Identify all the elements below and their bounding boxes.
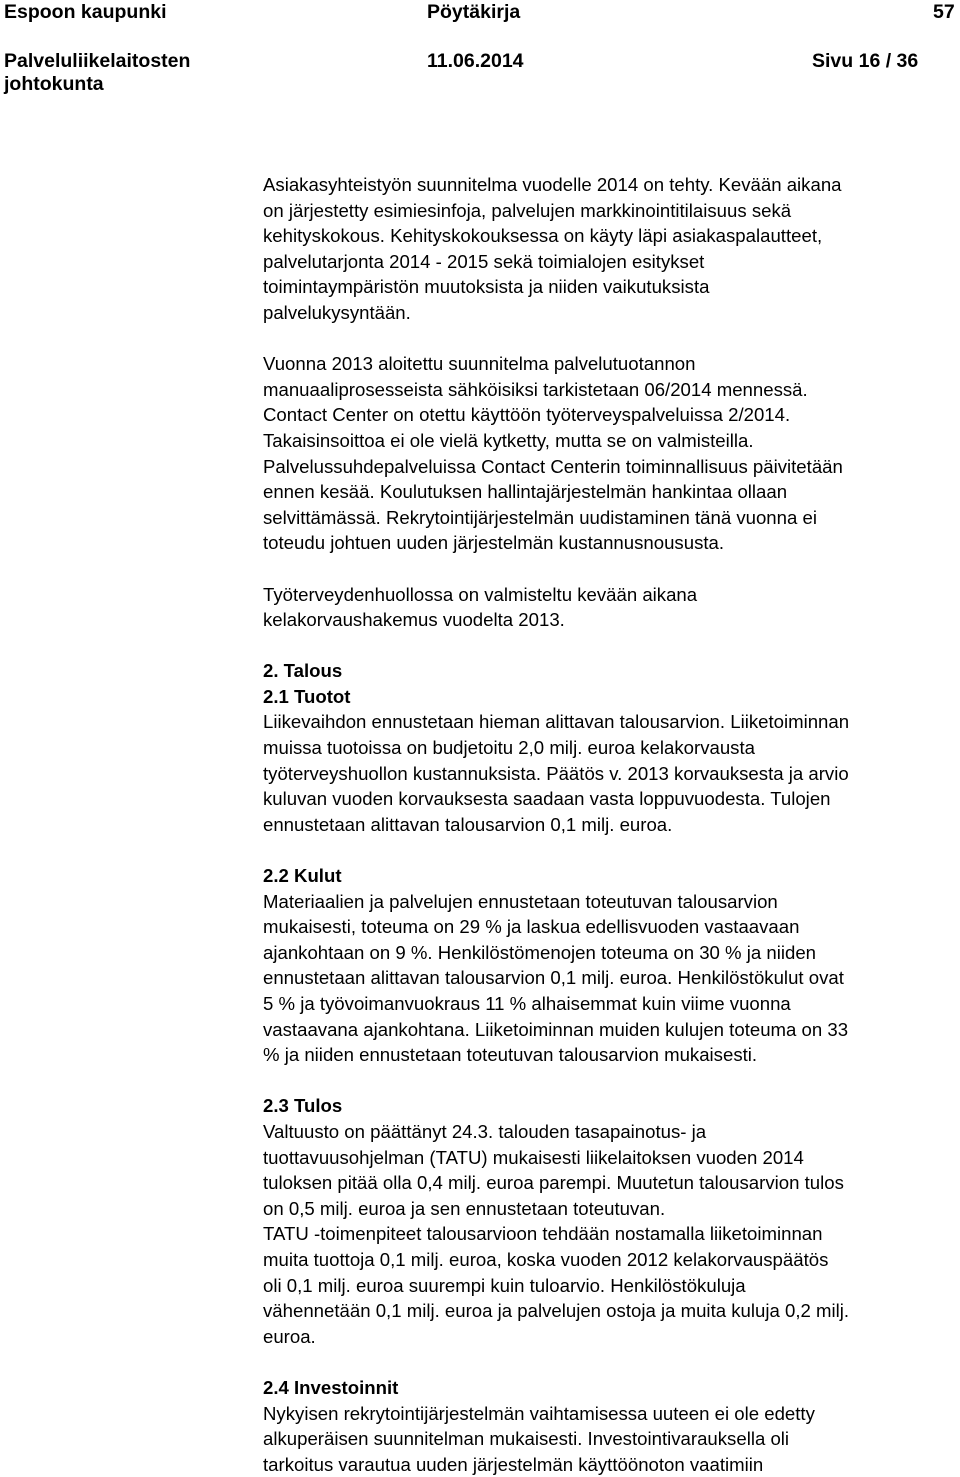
paragraph-tyoterveys — [263, 582, 960, 633]
text-line: kuluvan vuoden korvauksesta saadaan vasta loppuvuodesta. Tulojen — [263, 786, 960, 812]
text-line: vastaavana ajankohtana. Liiketoiminnan muiden kulujen toteuma on 33 — [263, 1017, 960, 1043]
header-date: 11.06.2014 — [427, 49, 524, 73]
header-org: Espoon kaupunki — [4, 0, 167, 24]
header-page: Sivu 16 / 36 — [812, 49, 918, 73]
text-line: selvittämässä. Rekrytointijärjestelmän uudistaminen tänä vuonna ei — [263, 505, 960, 531]
text-line: toteudu johtuen uuden järjestelmän kustannusnoususta. — [263, 530, 960, 556]
text-line: tarkoitus varautua uuden järjestelmän käyttöönoton vaatimiin — [263, 1452, 960, 1477]
text-line: alkuperäisen suunnitelman mukaisesti. Investointivarauksella oli — [263, 1426, 960, 1452]
text-line: % ja niiden ennustetaan toteutuvan talousarvion mukaisesti. — [263, 1042, 960, 1068]
heading-kulut: 2.2 Kulut — [263, 863, 960, 889]
text-line: Asiakasyhteistyön suunnitelma vuodelle 2014 on tehty. Kevään aikana — [263, 172, 960, 198]
paragraph-tulos — [263, 1119, 960, 1349]
text-line: on 0,5 milj. euroa ja sen ennustetaan toteutuvan. — [263, 1196, 960, 1222]
text-line: on järjestetty esimiesinfoja, palvelujen markkinointitilaisuus sekä — [263, 198, 960, 224]
paragraph-tuotot — [263, 709, 960, 837]
text-line: Liikevaihdon ennustetaan hieman alittavan talousarvion. Liiketoiminnan — [263, 709, 960, 735]
heading-investoinnit: 2.4 Investoinnit — [263, 1375, 960, 1401]
text-line: ajankohtaan on 9 %. Henkilöstömenojen toteuma on 30 % ja niiden — [263, 940, 960, 966]
text-line: euroa. — [263, 1324, 960, 1350]
text-line: Valtuusto on päättänyt 24.3. talouden tasapainotus- ja — [263, 1119, 960, 1145]
text-line: tuloksen pitää olla 0,4 milj. euroa parempi. Muutetun talousarvion tulos — [263, 1170, 960, 1196]
text-line: kelakorvaushakemus vuodelta 2013. — [263, 607, 960, 633]
text-line: Materiaalien ja palvelujen ennustetaan toteutuvan talousarvion — [263, 889, 960, 915]
paragraph-asiakasyhteistyo — [263, 172, 960, 326]
text-line: kehityskokous. Kehityskokouksessa on käyty läpi asiakaspalautteet, — [263, 223, 960, 249]
text-line: TATU -toimenpiteet talousarvioon tehdään nostamalla liiketoiminnan — [263, 1221, 960, 1247]
text-line: muita tuottoja 0,1 milj. euroa, koska vuoden 2012 kelakorvauspäätös — [263, 1247, 960, 1273]
text-line: Nykyisen rekrytointijärjestelmän vaihtamisessa uuteen ei ole edetty — [263, 1401, 960, 1427]
text-line: ennustetaan alittavan talousarvion 0,1 milj. euroa. Henkilöstökulut ovat — [263, 965, 960, 991]
text-line: muissa tuotoissa on budjetoitu 2,0 milj. euroa kelakorvausta — [263, 735, 960, 761]
paragraph-investoinnit — [263, 1401, 960, 1477]
text-line: palvelukysyntään. — [263, 300, 960, 326]
text-line: Työterveydenhuollossa on valmisteltu kevään aikana — [263, 582, 960, 608]
paragraph-kulut — [263, 889, 960, 1068]
text-line: Takaisinsoittoa ei ole vielä kytketty, mutta se on valmisteilla. — [263, 428, 960, 454]
heading-talous: 2. Talous — [263, 658, 960, 684]
text-line: Contact Center on otettu käyttöön työterveyspalveluissa 2/2014. — [263, 402, 960, 428]
text-line: ennustetaan alittavan talousarvion 0,1 milj. euroa. — [263, 812, 960, 838]
text-line: oli 0,1 milj. euroa suurempi kuin tuloarvio. Henkilöstökuluja — [263, 1273, 960, 1299]
text-line: tuottavuusohjelman (TATU) mukaisesti liikelaitoksen vuoden 2014 — [263, 1145, 960, 1171]
heading-tulos: 2.3 Tulos — [263, 1093, 960, 1119]
header-committee-line1: Palveluliikelaitosten — [4, 49, 190, 73]
text-line: työterveyshuollon kustannuksista. Päätös v. 2013 korvauksesta ja arvio — [263, 761, 960, 787]
document-body — [263, 172, 960, 1477]
text-line: manuaaliprosesseista sähköisiksi tarkistetaan 06/2014 mennessä. — [263, 377, 960, 403]
heading-tuotot: 2.1 Tuotot — [263, 684, 960, 710]
text-line: Vuonna 2013 aloitettu suunnitelma palvelutuotannon — [263, 351, 960, 377]
text-line: vähennetään 0,1 milj. euroa ja palvelujen ostoja ja muita kuluja 0,2 milj. — [263, 1298, 960, 1324]
text-line: palvelutarjonta 2014 - 2015 sekä toimialojen esitykset — [263, 249, 960, 275]
text-line: 5 % ja työvoimanvuokraus 11 % alhaisemmat kuin viime vuonna — [263, 991, 960, 1017]
header-committee-line2: johtokunta — [4, 72, 104, 96]
header-doc-type: Pöytäkirja — [427, 0, 520, 24]
text-line: toimintaympäristön muutoksista ja niiden vaikutuksista — [263, 274, 960, 300]
text-line: mukaisesti, toteuma on 29 % ja laskua edellisvuoden vastaavaan — [263, 914, 960, 940]
paragraph-suunnitelma — [263, 351, 960, 556]
header-number: 57 — [933, 0, 955, 24]
text-line: Palvelussuhdepalveluissa Contact Centerin toiminnallisuus päivitetään — [263, 454, 960, 480]
text-line: ennen kesää. Koulutuksen hallintajärjestelmän hankintaa ollaan — [263, 479, 960, 505]
